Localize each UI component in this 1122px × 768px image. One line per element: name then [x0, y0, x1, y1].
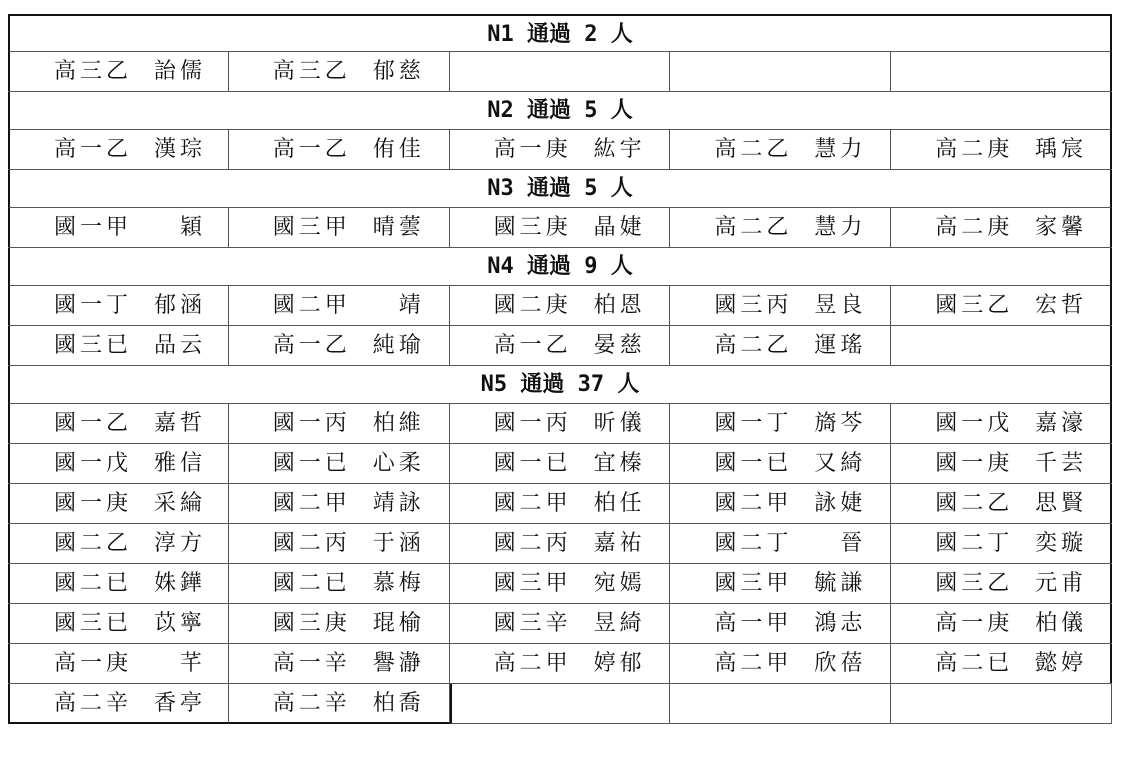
table-row	[8, 326, 1112, 366]
student-class: 高一庚	[54, 651, 133, 676]
student-name: 瑀宸	[1035, 137, 1088, 162]
student-cell	[229, 604, 450, 643]
student-cell	[891, 130, 1112, 169]
student-name: 宜榛	[593, 451, 646, 476]
student-class: 國二已	[54, 571, 133, 596]
student-cell	[450, 52, 671, 91]
student-cell	[670, 524, 891, 563]
student-name: 昱良	[814, 293, 867, 318]
table-row	[8, 208, 1112, 248]
student-class: 高二乙	[714, 333, 793, 358]
student-name: 慧力	[814, 137, 867, 162]
student-cell	[891, 684, 1112, 724]
student-cell	[891, 644, 1112, 683]
student-cell	[8, 286, 229, 325]
student-cell	[670, 130, 891, 169]
student-class: 高一乙	[493, 333, 572, 358]
student-cell	[229, 208, 450, 247]
student-class: 高一庚	[493, 137, 572, 162]
student-name: 嘉祐	[593, 531, 646, 556]
student-cell	[8, 524, 229, 563]
student-cell	[891, 286, 1112, 325]
student-name: 郁涵	[153, 293, 206, 318]
student-class: 高一庚	[935, 611, 1014, 636]
student-cell	[450, 564, 671, 603]
table-row	[8, 52, 1112, 92]
student-cell	[670, 684, 891, 724]
student-cell	[229, 404, 450, 443]
student-name: 嘉哲	[153, 411, 206, 436]
student-cell	[670, 484, 891, 523]
student-cell	[8, 130, 229, 169]
student-cell	[891, 52, 1112, 91]
student-cell	[891, 604, 1112, 643]
student-name: 柏任	[593, 491, 646, 516]
student-name: 漢琮	[153, 137, 206, 162]
results-table	[8, 14, 1112, 724]
student-name: 宛嫣	[593, 571, 646, 596]
student-cell	[670, 208, 891, 247]
student-name: 姝鏵	[153, 571, 206, 596]
student-class: 國三庚	[493, 215, 572, 240]
student-cell	[670, 444, 891, 483]
student-class: 國一乙	[54, 411, 133, 436]
student-name: 鴻志	[814, 611, 867, 636]
student-class: 國一丙	[493, 411, 572, 436]
student-name: 奕璇	[1035, 531, 1088, 556]
student-name: 采綸	[153, 491, 206, 516]
student-class: 高一乙	[272, 333, 351, 358]
student-cell	[8, 684, 229, 724]
student-cell	[670, 326, 891, 365]
table-row	[8, 484, 1112, 524]
student-name: 柏恩	[593, 293, 646, 318]
student-cell	[229, 52, 450, 91]
student-name: 昱綺	[593, 611, 646, 636]
student-name: 嘉濠	[1035, 411, 1088, 436]
student-cell	[891, 208, 1112, 247]
student-class: 國二乙	[54, 531, 133, 556]
student-class: 國三丙	[714, 293, 793, 318]
student-class: 國二丁	[714, 531, 793, 556]
student-class: 國二甲	[272, 491, 351, 516]
student-name: 毓謙	[814, 571, 867, 596]
student-name: 芊	[179, 651, 206, 676]
student-cell	[891, 564, 1112, 603]
student-name: 家馨	[1035, 215, 1088, 240]
student-cell	[8, 208, 229, 247]
student-name: 欣蓓	[814, 651, 867, 676]
table-row	[8, 564, 1112, 604]
student-cell	[450, 524, 671, 563]
student-name: 淳方	[153, 531, 206, 556]
student-name: 又綺	[814, 451, 867, 476]
student-class: 高一乙	[272, 137, 351, 162]
student-cell	[450, 286, 671, 325]
student-name: 香亭	[153, 691, 206, 716]
student-class: 高三乙	[54, 59, 133, 84]
student-class: 高二庚	[935, 137, 1014, 162]
student-class: 國一戊	[935, 411, 1014, 436]
student-class: 國二已	[272, 571, 351, 596]
student-cell	[8, 644, 229, 683]
student-cell	[450, 326, 671, 365]
student-cell	[450, 684, 671, 724]
student-class: 高二乙	[714, 137, 793, 162]
table-row	[8, 684, 1112, 724]
student-cell	[891, 404, 1112, 443]
student-name: 思賢	[1035, 491, 1088, 516]
student-name: 婷郁	[593, 651, 646, 676]
student-name: 苡寧	[153, 611, 206, 636]
student-class: 國一戊	[54, 451, 133, 476]
table-row	[8, 286, 1112, 326]
student-cell	[229, 564, 450, 603]
student-class: 國二丁	[935, 531, 1014, 556]
student-cell	[670, 604, 891, 643]
student-cell	[450, 484, 671, 523]
student-cell	[891, 484, 1112, 523]
table-row	[8, 444, 1112, 484]
student-class: 高二已	[935, 651, 1014, 676]
student-class: 國三辛	[493, 611, 572, 636]
student-class: 國一庚	[935, 451, 1014, 476]
student-cell	[8, 404, 229, 443]
student-class: 國三已	[54, 333, 133, 358]
student-class: 高二乙	[714, 215, 793, 240]
student-class: 國一甲	[54, 215, 133, 240]
section-header: N4 通過 9 人	[8, 248, 1112, 286]
student-cell	[229, 524, 450, 563]
student-cell	[229, 326, 450, 365]
section-header: N2 通過 5 人	[8, 92, 1112, 130]
student-name: 于涵	[372, 531, 425, 556]
student-name: 慕梅	[372, 571, 425, 596]
student-class: 國二丙	[493, 531, 572, 556]
student-name: 宏哲	[1035, 293, 1088, 318]
student-cell	[229, 444, 450, 483]
student-class: 國三乙	[935, 571, 1014, 596]
student-name: 純瑜	[372, 333, 425, 358]
student-class: 高三乙	[272, 59, 351, 84]
student-class: 國二甲	[493, 491, 572, 516]
student-name: 紘宇	[593, 137, 646, 162]
student-name: 運瑤	[814, 333, 867, 358]
student-name: 靖	[398, 293, 425, 318]
section-header: N3 通過 5 人	[8, 170, 1112, 208]
student-cell	[670, 286, 891, 325]
student-class: 國二甲	[272, 293, 351, 318]
student-cell	[891, 444, 1112, 483]
student-class: 國一丙	[272, 411, 351, 436]
student-cell	[670, 644, 891, 683]
student-class: 國三甲	[493, 571, 572, 596]
student-cell	[450, 130, 671, 169]
student-class: 高二辛	[54, 691, 133, 716]
student-cell	[670, 52, 891, 91]
student-cell	[8, 326, 229, 365]
student-name: 心柔	[372, 451, 425, 476]
student-cell	[8, 484, 229, 523]
student-class: 高二甲	[493, 651, 572, 676]
table-row	[8, 644, 1112, 684]
student-class: 國二丙	[272, 531, 351, 556]
student-name: 晶婕	[593, 215, 646, 240]
student-class: 國一已	[272, 451, 351, 476]
student-name: 郁慈	[372, 59, 425, 84]
student-name: 琨榆	[372, 611, 425, 636]
student-cell	[891, 326, 1112, 365]
student-cell	[670, 564, 891, 603]
student-class: 國三甲	[714, 571, 793, 596]
student-name: 柏喬	[372, 691, 425, 716]
student-name: 侑佳	[372, 137, 425, 162]
student-class: 國一庚	[54, 491, 133, 516]
student-class: 國三庚	[272, 611, 351, 636]
student-class: 高二辛	[272, 691, 351, 716]
table-row	[8, 524, 1112, 564]
student-class: 高一乙	[54, 137, 133, 162]
student-cell	[8, 604, 229, 643]
student-cell	[450, 208, 671, 247]
section-header: N1 通過 2 人	[8, 14, 1112, 52]
student-name: 旖芩	[814, 411, 867, 436]
student-class: 高二甲	[714, 651, 793, 676]
student-name: 詠婕	[814, 491, 867, 516]
student-name: 千芸	[1035, 451, 1088, 476]
student-cell	[8, 564, 229, 603]
student-class: 國一丁	[714, 411, 793, 436]
student-cell	[229, 484, 450, 523]
student-class: 國三乙	[935, 293, 1014, 318]
student-cell	[450, 444, 671, 483]
student-class: 高一辛	[272, 651, 351, 676]
student-cell	[229, 644, 450, 683]
student-name: 元甫	[1035, 571, 1088, 596]
student-class: 國二庚	[493, 293, 572, 318]
table-row	[8, 604, 1112, 644]
student-class: 國一已	[493, 451, 572, 476]
student-cell	[450, 604, 671, 643]
student-name: 慧力	[814, 215, 867, 240]
student-class: 高二庚	[935, 215, 1014, 240]
student-cell	[229, 130, 450, 169]
student-cell	[8, 52, 229, 91]
student-name: 穎	[179, 215, 206, 240]
student-cell	[891, 524, 1112, 563]
student-name: 雅信	[153, 451, 206, 476]
student-cell	[450, 644, 671, 683]
student-name: 柏儀	[1035, 611, 1088, 636]
student-name: 晉	[840, 531, 867, 556]
student-class: 國二甲	[714, 491, 793, 516]
student-class: 國一丁	[54, 293, 133, 318]
student-cell	[670, 404, 891, 443]
section-header: N5 通過 37 人	[8, 366, 1112, 404]
student-name: 晏慈	[593, 333, 646, 358]
student-class: 高一甲	[714, 611, 793, 636]
student-name: 詒儒	[153, 59, 206, 84]
table-row	[8, 130, 1112, 170]
student-name: 靖詠	[372, 491, 425, 516]
student-name: 品云	[153, 333, 206, 358]
student-cell	[229, 286, 450, 325]
student-class: 國二乙	[935, 491, 1014, 516]
student-name: 晴蕓	[372, 215, 425, 240]
student-name: 柏維	[372, 411, 425, 436]
student-name: 譽瀞	[372, 651, 425, 676]
student-class: 國一已	[714, 451, 793, 476]
student-class: 國三已	[54, 611, 133, 636]
student-name: 懿婷	[1035, 651, 1088, 676]
table-row	[8, 404, 1112, 444]
student-class: 國三甲	[272, 215, 351, 240]
student-cell	[450, 404, 671, 443]
student-name: 昕儀	[593, 411, 646, 436]
student-cell	[229, 684, 450, 724]
student-cell	[8, 444, 229, 483]
